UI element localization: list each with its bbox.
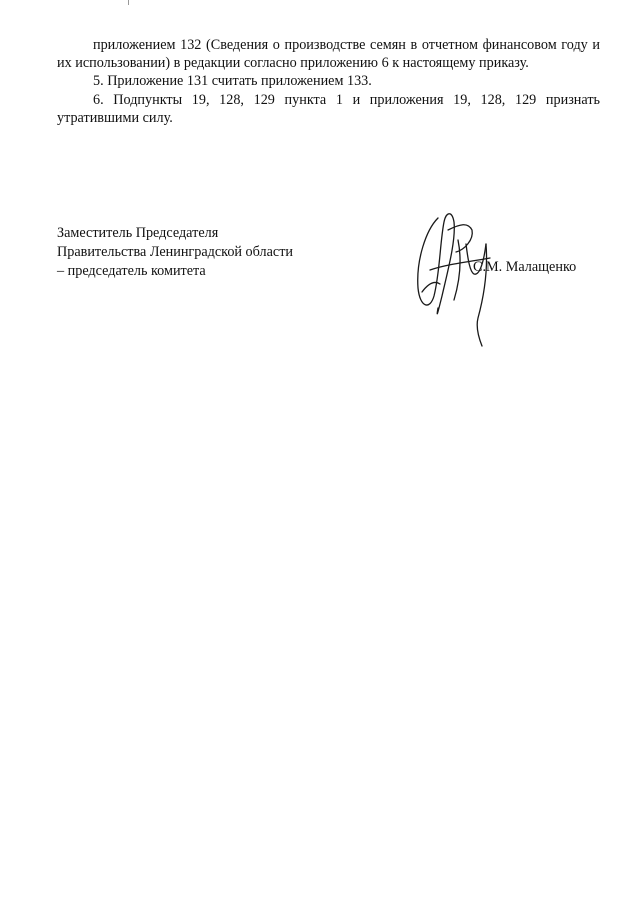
signatory-title-line: Правительства Ленинградской области — [57, 244, 293, 260]
signatory-title — [57, 224, 293, 281]
signatory-title-line: Заместитель Председателя — [57, 225, 219, 241]
paragraph-6: 6. Подпункты 19, 128, 129 пункта 1 и приложения 19, 128, 129 признать утратившими силу. — [57, 91, 600, 126]
paragraph-5: 5. Приложение 131 считать приложением 133. — [93, 73, 372, 90]
document-body — [57, 36, 600, 127]
signatory-title-line: – председатель комитета — [57, 263, 206, 279]
signatory-name: С.М. Малащенко — [473, 259, 577, 275]
paragraph-continuation: приложением 132 (Сведения о производстве семян в отчетном финансовом году и их использовании) в редакции согласно приложению 6 к настоящему приказу. — [57, 37, 600, 72]
scan-mark — [128, 0, 129, 5]
